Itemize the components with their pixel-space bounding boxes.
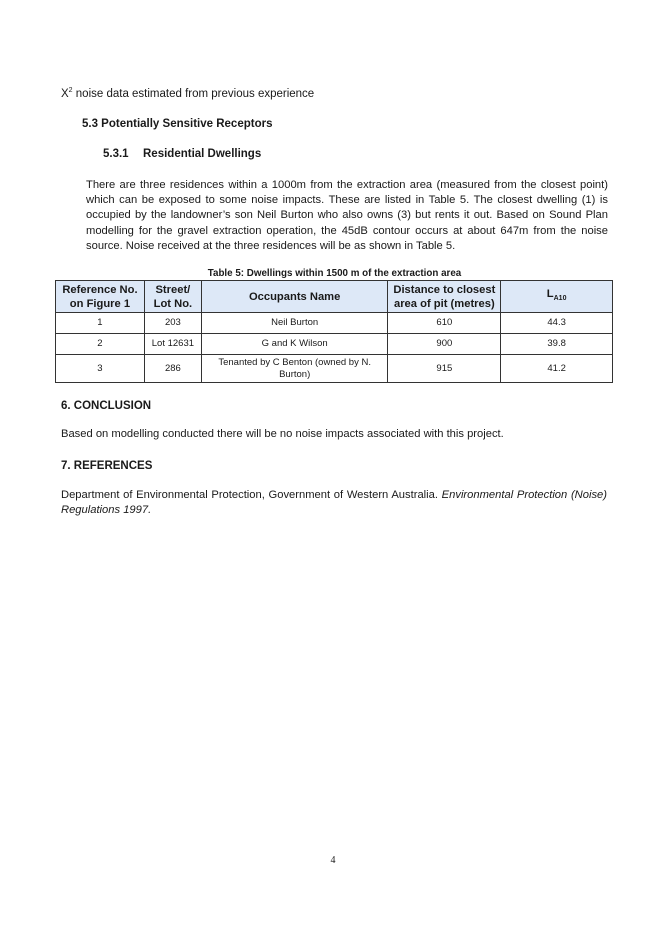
table-row bbox=[56, 355, 613, 383]
cell-reference: 3 bbox=[56, 355, 145, 383]
header-la10: $L_{A10}$ bbox=[501, 281, 613, 313]
cell-distance: 610 bbox=[388, 313, 501, 334]
cell-la10: 39.8 bbox=[501, 334, 613, 355]
cell-street: 286 bbox=[144, 355, 201, 383]
conclusion-paragraph: Based on modelling conducted there will be no noise impacts associated with this project. bbox=[61, 428, 504, 440]
header-reference-no: Reference No. on Figure 1 bbox=[56, 281, 145, 313]
conclusion-heading: 6. CONCLUSION bbox=[61, 400, 152, 412]
table-caption: Table 5: Dwellings within 1500 m of the extraction area bbox=[207, 268, 462, 279]
header-occupants-name: Occupants Name bbox=[201, 281, 388, 313]
table-header-row bbox=[56, 281, 613, 313]
page-number: 4 bbox=[330, 855, 336, 866]
residential-dwellings-paragraph: There are three residences within a 1000m from the extraction area (measured from the closest point) which can be exposed to some noise impacts. These are listed in Table 5. The closest dwelling (1) is occupied by the landowner’s son Neil Burton who also owns (3) but rents it out. Based on Sound Plan modelling for the gravel extraction operation, the 45dB contour occurs at about 647m from the noise source. Noise received at the three residences will be as shown in Table 5. bbox=[86, 179, 608, 252]
dwellings-table bbox=[55, 280, 613, 383]
cell-street: 203 bbox=[144, 313, 201, 334]
references-heading: 7. REFERENCES bbox=[61, 460, 153, 472]
table-row bbox=[56, 334, 613, 355]
footnote-superscript: 2 bbox=[68, 87, 73, 94]
header-street-lot-no: Street/ Lot No. bbox=[144, 281, 201, 313]
section-5-3-1-number: 5.3.1 bbox=[103, 148, 129, 160]
table-row bbox=[56, 313, 613, 334]
cell-reference: 2 bbox=[56, 334, 145, 355]
reference-entry bbox=[61, 488, 607, 518]
cell-la10: 41.2 bbox=[501, 355, 613, 383]
footnote-marker: X bbox=[61, 87, 69, 100]
cell-occupants: G and K Wilson bbox=[201, 334, 388, 355]
section-5-3-heading: 5.3 Potentially Sensitive Receptors bbox=[82, 118, 273, 130]
section-5-3-1-title: Residential Dwellings bbox=[143, 148, 262, 160]
header-distance: Distance to closest area of pit (metres) bbox=[388, 281, 501, 313]
reference-title: Environmental Protection (Noise) Regulations 1997. bbox=[61, 489, 607, 517]
section-5-3-1-heading bbox=[103, 148, 261, 160]
cell-la10: 44.3 bbox=[501, 313, 613, 334]
cell-occupants: Neil Burton bbox=[201, 313, 388, 334]
reference-text: Department of Environmental Protection, Government of Western Australia. bbox=[61, 489, 442, 501]
cell-distance: 900 bbox=[388, 334, 501, 355]
cell-reference: 1 bbox=[56, 313, 145, 334]
cell-distance: 915 bbox=[388, 355, 501, 383]
cell-occupants: Tenanted by C Benton (owned by N. Burton) bbox=[201, 355, 388, 383]
footnote-text: noise data estimated from previous experience bbox=[72, 87, 315, 100]
footnote bbox=[61, 87, 314, 100]
cell-street: Lot 12631 bbox=[144, 334, 201, 355]
